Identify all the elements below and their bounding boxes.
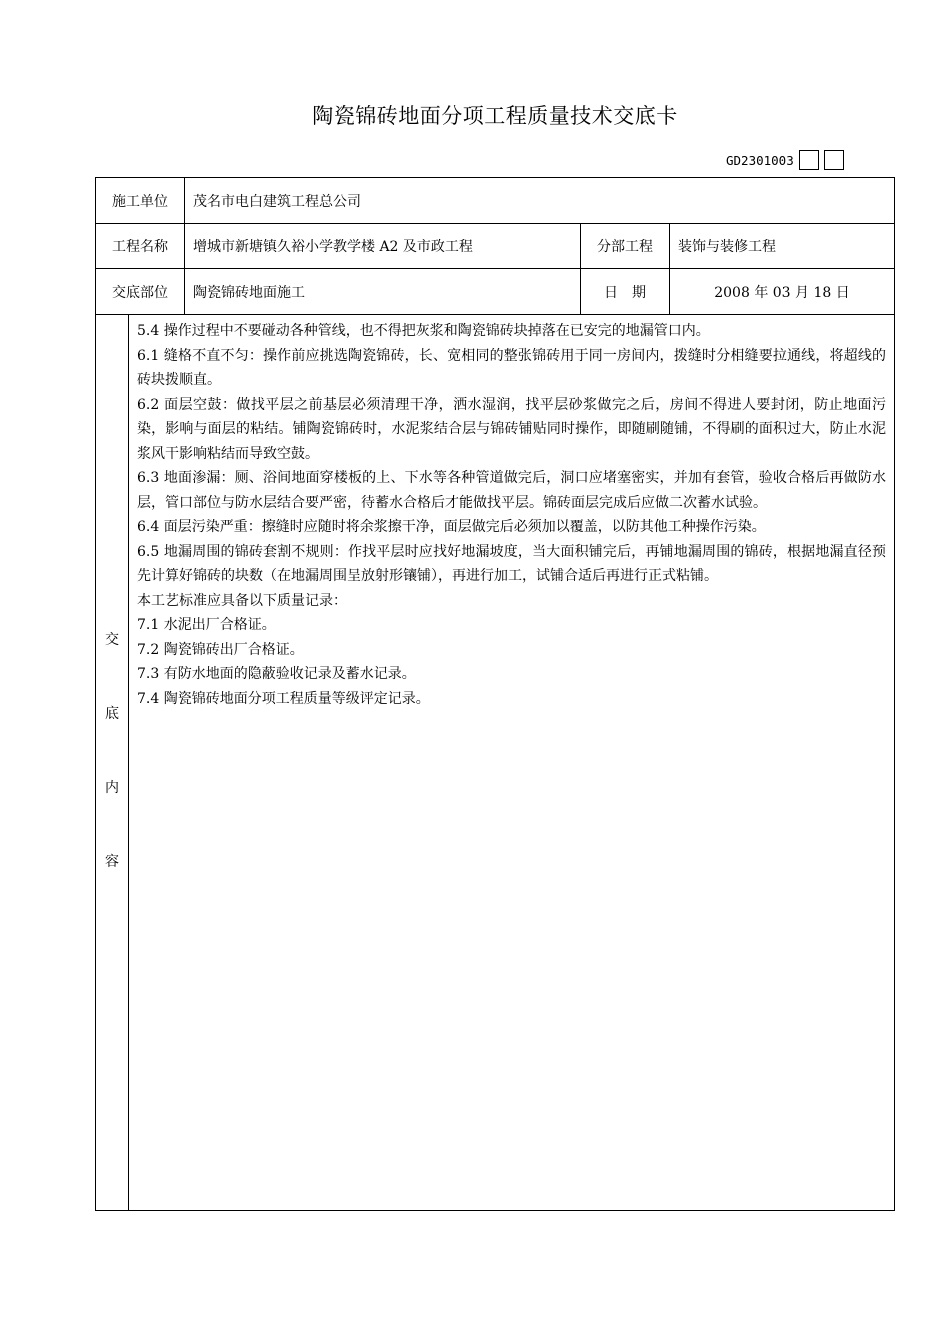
location-value: 陶瓷锦砖地面施工 <box>185 269 581 315</box>
content-paragraph: 7.4 陶瓷锦砖地面分项工程质量等级评定记录。 <box>137 690 430 707</box>
content-paragraph: 6.1 缝格不直不匀：操作前应挑选陶瓷锦砖，长、宽相同的整张锦砖用于同一房间内，拨缝时分相缝要拉通线，将超线的砖块拨顺直。 <box>137 347 886 388</box>
location-label: 交底部位 <box>96 269 185 315</box>
unit-label: 施工单位 <box>96 178 185 224</box>
code-box-1 <box>799 150 819 170</box>
date-value: 2008 年 03 月 18 日 <box>670 269 895 315</box>
project-label: 工程名称 <box>96 224 185 269</box>
location-row <box>96 269 895 315</box>
project-row <box>96 224 895 269</box>
content-paragraph: 7.2 陶瓷锦砖出厂合格证。 <box>137 641 304 658</box>
side-char-1: 交 <box>105 631 119 648</box>
subproject-value: 装饰与装修工程 <box>670 224 895 269</box>
content-paragraph: 5.4 操作过程中不要碰动各种管线，也不得把灰浆和陶瓷锦砖块掉落在已安完的地漏管口内。 <box>137 323 710 339</box>
content-paragraph: 7.1 水泥出厂合格证。 <box>137 617 276 633</box>
project-value: 增城市新塘镇久裕小学教学楼 A2 及市政工程 <box>185 224 581 269</box>
side-char-3: 内 <box>105 779 119 796</box>
content-paragraph: 6.4 面层污染严重：擦缝时应随时将余浆擦干净，面层做完后必须加以覆盖，以防其他工种操作污染。 <box>137 519 766 535</box>
document-code: GD2301003 <box>726 152 794 168</box>
side-char-4: 容 <box>105 853 119 870</box>
disclosure-card-table <box>95 177 895 1211</box>
content-paragraph: 7.3 有防水地面的隐蔽验收记录及蓄水记录。 <box>137 666 416 682</box>
content-row <box>96 315 895 1211</box>
unit-value: 茂名市电白建筑工程总公司 <box>185 178 895 224</box>
document-title: 陶瓷锦砖地面分项工程质量技术交底卡 <box>312 104 678 128</box>
side-char-2: 底 <box>105 705 119 722</box>
code-box-2 <box>824 150 844 170</box>
unit-row <box>96 178 895 224</box>
date-label: 日 期 <box>581 269 670 315</box>
document-code-row <box>726 148 844 172</box>
content-paragraph: 6.5 地漏周围的锦砖套割不规则：作找平层时应找好地漏坡度，当大面积铺完后，再铺地漏周围的锦砖，根据地漏直径预先计算好锦砖的块数（在地漏周围呈放射形镶铺），再进行加工，试铺合适后再进行正式粘铺。 <box>137 543 886 584</box>
disclosure-content <box>129 315 895 1211</box>
content-paragraph: 6.3 地面渗漏：厕、浴间地面穿楼板的上、下水等各种管道做完后，洞口应堵塞密实，并加有套管，验收合格后再做防水层，管口部位与防水层结合要严密，待蓄水合格后才能做找平层。锦砖面层完成后应做二次蓄水试验。 <box>137 470 886 511</box>
content-paragraph: 6.2 面层空鼓：做找平层之前基层必须清理干净，洒水湿润，找平层砂浆做完之后，房间不得进人要封闭，防止地面污染，影响与面层的粘结。铺陶瓷锦砖时，水泥浆结合层与锦砖铺贴同时操作，即随刷随铺，不得刷的面积过大，防止水泥浆风干影响粘结而导致空鼓。 <box>137 396 886 462</box>
subproject-label: 分部工程 <box>581 224 670 269</box>
content-paragraph: 本工艺标准应具备以下质量记录： <box>137 592 347 609</box>
side-label <box>96 315 129 1211</box>
